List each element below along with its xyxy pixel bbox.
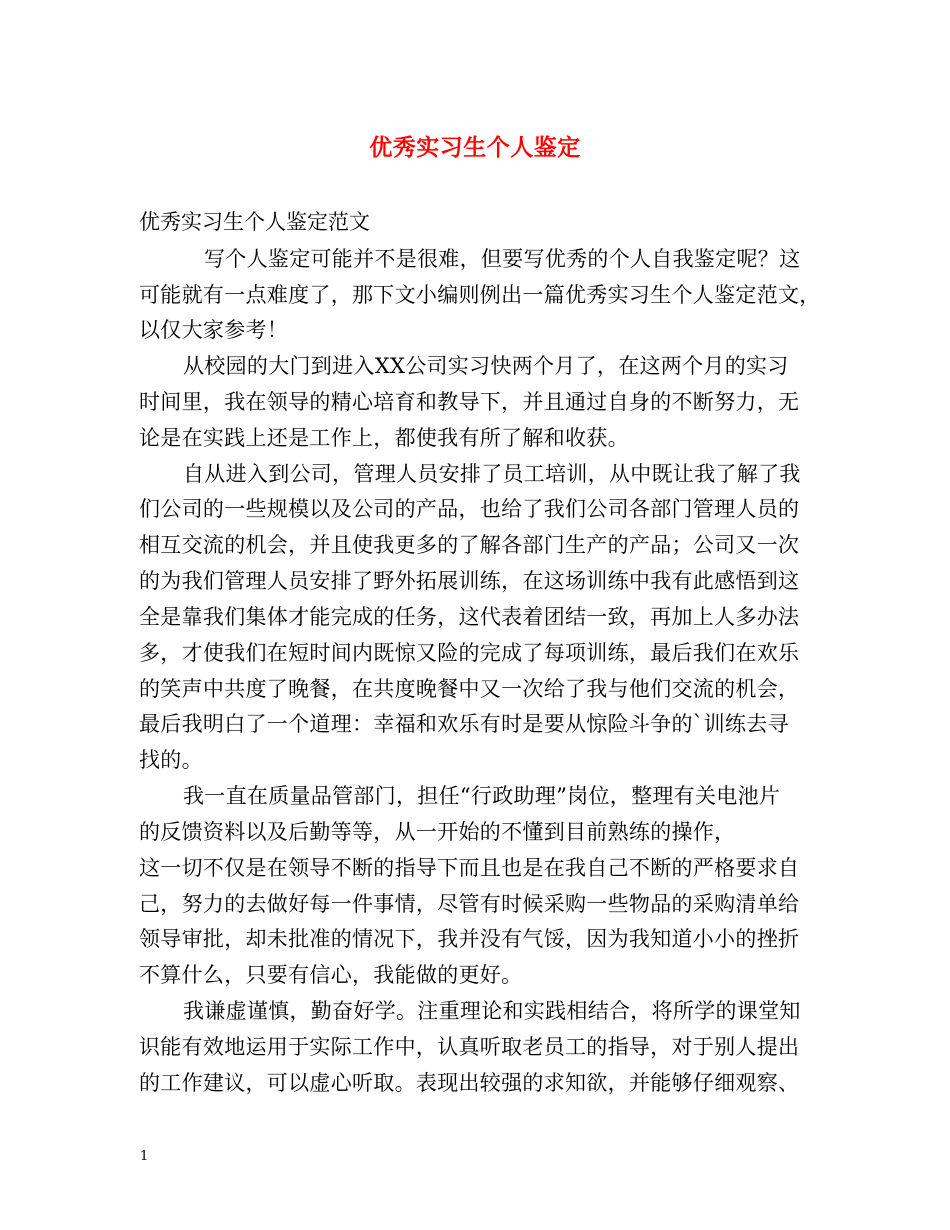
body-line: 识能有效地运用于实际工作中，认真听取老员工的指导，对于别人提出: [139, 1035, 800, 1059]
body-line: 这一切不仅是在领导不断的指导下而且也是在我自己不断的严格要求自: [139, 856, 800, 880]
page-number: 1: [140, 1149, 149, 1164]
body-line: 的为我们管理人员安排了野外拓展训练，在这场训练中我有此感悟到这: [139, 569, 800, 593]
body-line: 时间里，我在领导的精心培育和教导下，并且通过自身的不断努力，无: [139, 390, 800, 414]
document-title: 优秀实习生个人鉴定: [369, 134, 581, 161]
body-line: 自从进入到公司，管理人员安排了员工培训，从中既让我了解了我: [183, 462, 801, 486]
document-subtitle: 优秀实习生个人鉴定范文: [139, 210, 370, 234]
body-line: 以仅大家参考！: [139, 318, 289, 342]
body-line: 从校园的大门到进入XX公司实习快两个月了，在这两个月的实习: [183, 354, 789, 378]
body-line: 论是在实践上还是工作上，都使我有所了解和收获。: [139, 426, 629, 450]
body-line: 我一直在质量品管部门，担任“行政助理”岗位，整理有关电池片: [183, 784, 781, 808]
body-line: 写个人鉴定可能并不是很难，但要写优秀的个人自我鉴定呢？这: [204, 247, 801, 271]
body-line: 的工作建议，可以虚心听取。表现出较强的求知欲，并能够仔细观察、: [139, 1071, 800, 1095]
body-line: 领导审批，却未批准的情况下，我并没有气馁，因为我知道小小的挫折: [139, 927, 800, 951]
body-line: 相互交流的机会，并且使我更多的了解各部门生产的产品；公司又一次: [139, 533, 800, 557]
body-line: 的反馈资料以及后勤等等，从一开始的不懂到目前熟练的操作，: [139, 820, 736, 844]
body-line: 不算什么，只要有信心，我能做的更好。: [139, 963, 523, 987]
body-line: 我谦虚谨慎，勤奋好学。注重理论和实践相结合，将所学的课堂知: [183, 999, 801, 1023]
body-line: 全是靠我们集体才能完成的任务，这代表着团结一致，再加上人多办法: [139, 605, 800, 629]
body-line: 多，才使我们在短时间内既惊又险的完成了每项训练，最后我们在欢乐: [139, 641, 800, 665]
body-line: 最后我明白了一个道理：幸福和欢乐有时是要从惊险斗争的`训练去寻: [139, 712, 789, 736]
body-line: 的笑声中共度了晚餐，在共度晚餐中又一次给了我与他们交流的机会，: [139, 677, 800, 701]
body-line: 们公司的一些规模以及公司的产品，也给了我们公司各部门管理人员的: [139, 497, 800, 521]
body-line: 可能就有一点难度了，那下文小编则例出一篇优秀实习生个人鉴定范文，: [139, 283, 821, 307]
body-line: 找的。: [139, 748, 203, 772]
body-line: 己，努力的去做好每一件事情，尽管有时候采购一些物品的采购清单给: [139, 892, 800, 916]
